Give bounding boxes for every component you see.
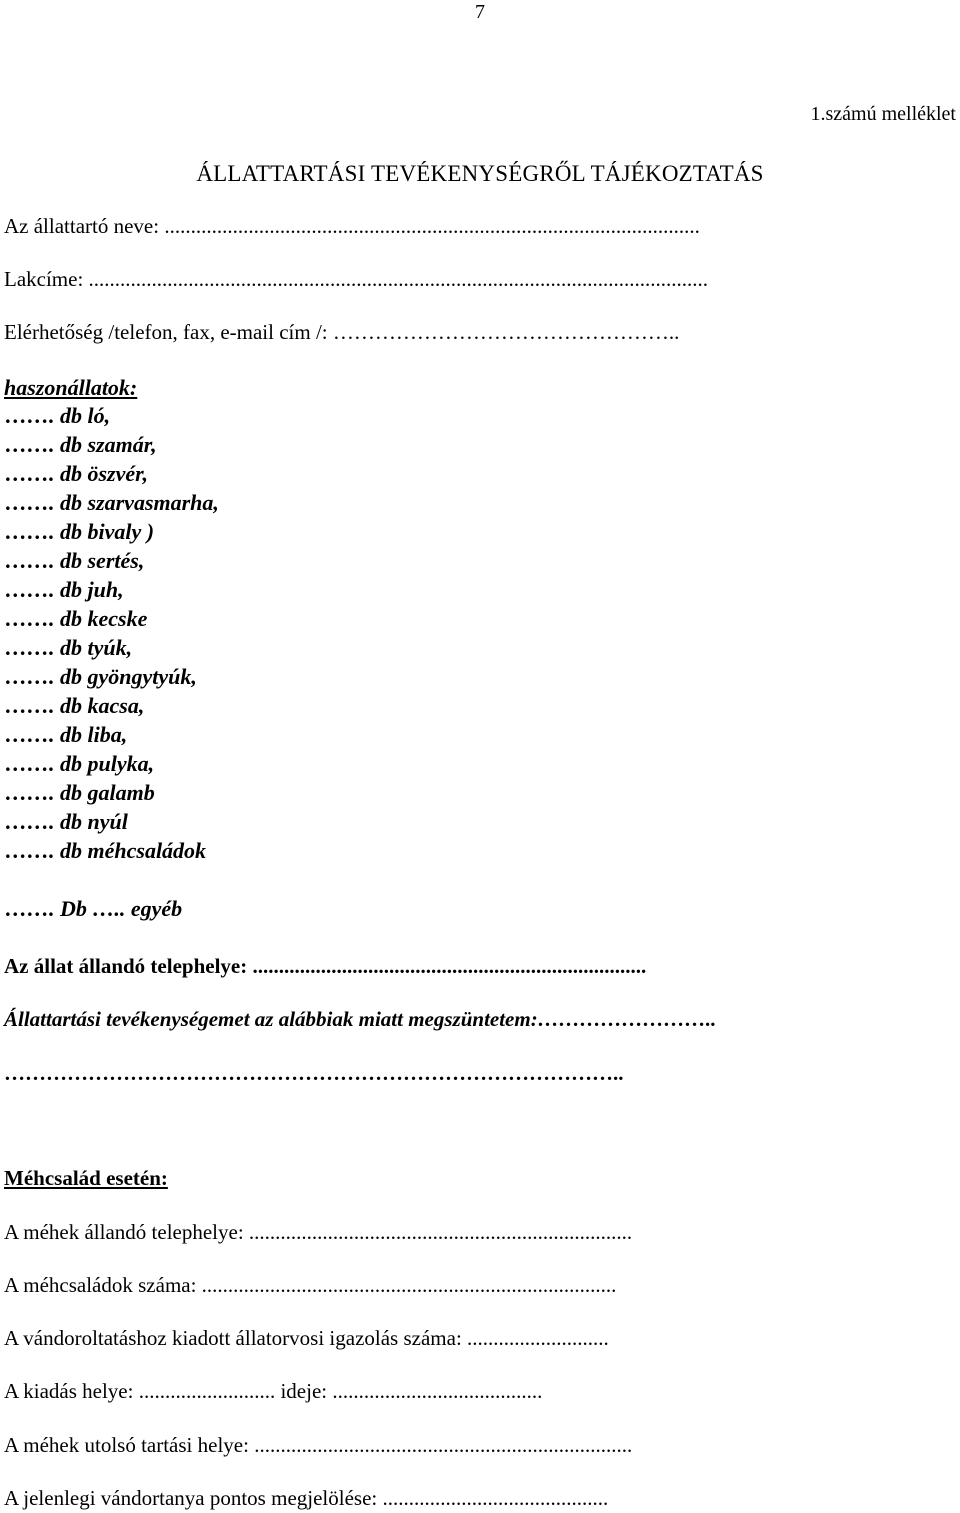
address-field: Lakcíme: ......................................................................................................................	[4, 267, 709, 291]
livestock-item: ……. db nyúl	[5, 809, 128, 834]
livestock-item: ……. db pulyka,	[5, 751, 155, 776]
livestock-item: ……. db szamár,	[5, 432, 157, 457]
livestock-item: ……. db kecske	[5, 606, 148, 631]
livestock-item: ……. db méhcsaládok	[5, 838, 207, 863]
livestock-item: ……. db juh,	[5, 577, 124, 602]
issue-place-date-field: A kiadás helye: .......................... ideje: ........................................	[4, 1379, 543, 1403]
page-number: 7	[475, 1, 485, 23]
current-apiary-location-field: A jelenlegi vándortanya pontos megjelölése: ...........................................	[4, 1486, 609, 1510]
bees-colony-count-field: A méhcsaládok száma: ...............................................................................	[4, 1273, 617, 1297]
bees-heading: Méhcsalád esetén:	[4, 1166, 168, 1190]
livestock-item: ……. db liba,	[5, 722, 128, 747]
livestock-item: ……. db bivaly )	[5, 519, 155, 544]
livestock-other: ……. Db ….. egyéb	[5, 896, 183, 921]
vet-certificate-number-field: A vándoroltatáshoz kiadott állatorvosi igazolás száma: ...........................	[4, 1326, 609, 1350]
bees-site-field: A méhek állandó telephelye: .........................................................................	[4, 1220, 633, 1244]
owner-name-field: Az állattartó neve: ......................................................................................................	[4, 214, 700, 238]
permanent-site-field: Az állat állandó telephelye: ...........................................................................	[4, 954, 647, 978]
bees-last-site-field: A méhek utolsó tartási helye: ........................................................................	[4, 1433, 633, 1457]
livestock-item: ……. db tyúk,	[5, 635, 133, 660]
termination-reason-field: Állattartási tevékenységemet az alábbiak miatt megszüntetem:……………………..	[4, 1007, 717, 1031]
annex-label: 1.számú melléklet	[810, 103, 956, 125]
livestock-item: ……. db öszvér,	[5, 461, 148, 486]
contact-field: Elérhetőség /telefon, fax, e-mail cím /: …………………………………………..	[4, 320, 680, 344]
livestock-heading: haszonállatok:	[4, 375, 138, 400]
livestock-item: ……. db ló,	[5, 403, 111, 428]
page-title: ÁLLATTARTÁSI TEVÉKENYSÉGRŐL TÁJÉKOZTATÁS	[196, 161, 764, 186]
livestock-item: ……. db kacsa,	[5, 693, 145, 718]
livestock-item: ……. db sertés,	[5, 548, 145, 573]
termination-reason-line2: ……………………………………………………………………………..	[4, 1061, 624, 1085]
livestock-item: ……. db szarvasmarha,	[5, 490, 219, 515]
livestock-item: ……. db galamb	[5, 780, 155, 805]
livestock-item: ……. db gyöngytyúk,	[5, 664, 197, 689]
